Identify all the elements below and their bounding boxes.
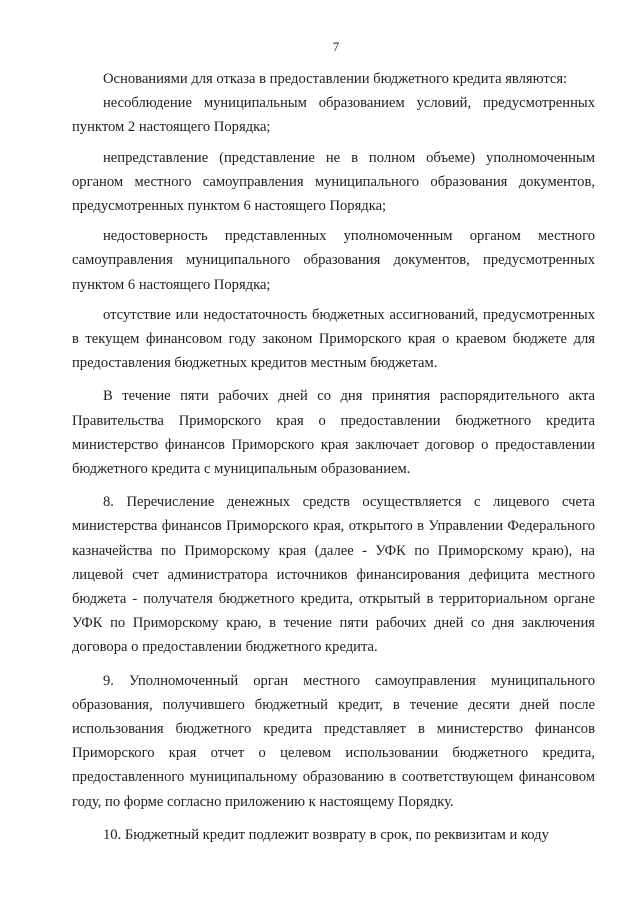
paragraph-nonsubmission: непредставление (представление не в полном объеме) уполномоченным органом местного самоуправления муниципального образования документов, предусмотренных пунктом 6 настоящего Порядка;: [72, 149, 595, 215]
paragraph-item-8: 8. Перечисление денежных средств осуществляется с лицевого счета министерства финансов Приморского края, открытого в Управлении Федерального казначейства по Приморскому края (далее - УФК по Приморскому краю), на лицевой счет администратора источников финансирования дефицита местного бюджета - получателя бюджетного кредита, открытый в территориальном органе УФК по Приморскому краю, в течение пяти рабочих дней со дня заключения договора о предоставлении бюджетного кредита.: [72, 494, 595, 656]
paragraph-refusal-grounds: Основаниями для отказа в предоставлении бюджетного кредита являются:: [103, 71, 568, 87]
paragraph-item-10: 10. Бюджетный кредит подлежит возврату в срок, по реквизитам и коду: [103, 826, 549, 843]
document-body: [72, 67, 595, 847]
paragraph-unreliability: недостоверность представленных уполномоченным органом местного самоуправления муниципального образования документов, предусмотренных пунктом 6 настоящего Порядка;: [72, 228, 595, 293]
paragraph-item-9: 9. Уполномоченный орган местного самоуправления муниципального образования, получившего бюджетный кредит, в течение десяти дней после использования бюджетного кредита представляет в министерство финансов Приморского края отчет о целевом использовании бюджетного кредита, предоставленного муниципальному образованию в соответствующем финансовом году, по форме согласно приложению к настоящему Порядку.: [72, 672, 595, 810]
paragraph-agreement-term: В течение пяти рабочих дней со дня принятия распорядительного акта Правительства Приморского края о предоставлении бюджетного кредита министерство финансов Приморского края заключает договор о предоставлении бюджетного кредита с муниципальным образованием.: [72, 388, 595, 478]
paragraph-noncompliance: несоблюдение муниципальным образованием условий, предусмотренных пунктом 2 настоящего Порядка;: [72, 95, 595, 136]
paragraph-insufficient-allocations: отсутствие или недостаточность бюджетных ассигнований, предусмотренных в текущем финансовом году законом Приморского края о краевом бюджете для предоставления бюджетных кредитов местным бюджетам.: [72, 306, 595, 372]
page-number: 7: [332, 40, 340, 54]
